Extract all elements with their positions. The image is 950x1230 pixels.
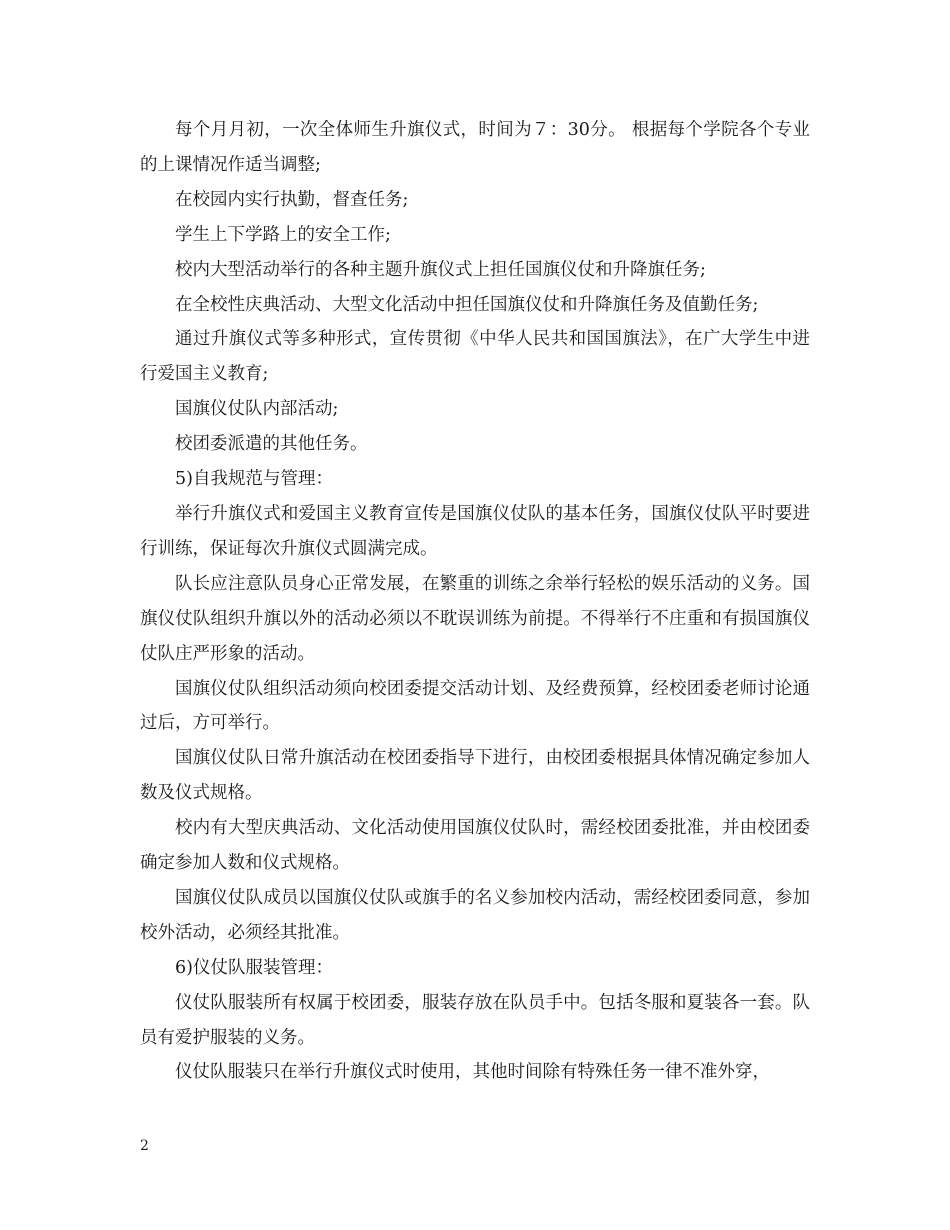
paragraph-7: 国旗仪仗队内部活动; [175, 399, 339, 420]
paragraph-11: 队长应注意队员身心正常发展，在繁重的训练之余举行轻松的娱乐活动的义务。国旗仪仗队组织升旗以外的活动必须以不耽误训练为前提。不得举行不庄重和有损国旗仪仗队庄严形象的活动。 [140, 573, 810, 664]
page-number: 2 [140, 1138, 149, 1154]
paragraph-3: 学生上下学路上的安全工作; [175, 224, 391, 245]
paragraph-4: 校内大型活动举行的各种主题升旗仪式上担任国旗仪仗和升降旗任务; [175, 259, 706, 280]
paragraph-15: 国旗仪仗队成员以国旗仪仗队或旗手的名义参加校内活动，需经校团委同意，参加校外活动，必须经其批准。 [140, 887, 810, 943]
paragraph-2: 在校园内实行执勤，督查任务; [175, 189, 409, 210]
paragraph-13: 国旗仪仗队日常升旗活动在校团委指导下进行，由校团委根据具体情况确定参加人数及仪式规格。 [140, 748, 810, 804]
paragraph-12: 国旗仪仗队组织活动须向校团委提交活动计划、及经费预算，经校团委老师讨论通过后，方可举行。 [140, 678, 810, 734]
section-heading-5: 5)自我规范与管理： [175, 469, 333, 490]
paragraph-5: 在全校性庆典活动、大型文化活动中担任国旗仪仗和升降旗任务及值勤任务; [175, 294, 759, 315]
paragraph-14: 校内有大型庆典活动、文化活动使用国旗仪仗队时，需经校团委批准，并由校团委确定参加人数和仪式规格。 [140, 818, 810, 874]
paragraph-6: 通过升旗仪式等多种形式，宣传贯彻《中华人民共和国国旗法》，在广大学生中进行爱国主义教育; [140, 329, 810, 385]
body-text [140, 113, 810, 1090]
paragraph-18: 仪仗队服装只在举行升旗仪式时使用，其他时间除有特殊任务一律不准外穿， [175, 1062, 770, 1083]
section-heading-6: 6)仪仗队服装管理： [175, 957, 333, 978]
paragraph-10: 举行升旗仪式和爱国主义教育宣传是国旗仪仗队的基本任务，国旗仪仗队平时要进行训练，保证每次升旗仪式圆满完成。 [140, 503, 810, 559]
paragraph-1: 每个月月初，一次全体师生升旗仪式，时间为７：30分。 根据每个学院各个专业的上课情况作适当调整; [140, 120, 810, 175]
paragraph-8: 校团委派遣的其他任务。 [175, 434, 368, 455]
paragraph-17: 仪仗队服装所有权属于校团委，服装存放在队员手中。包括冬服和夏装各一套。队员有爱护服装的义务。 [140, 992, 810, 1048]
